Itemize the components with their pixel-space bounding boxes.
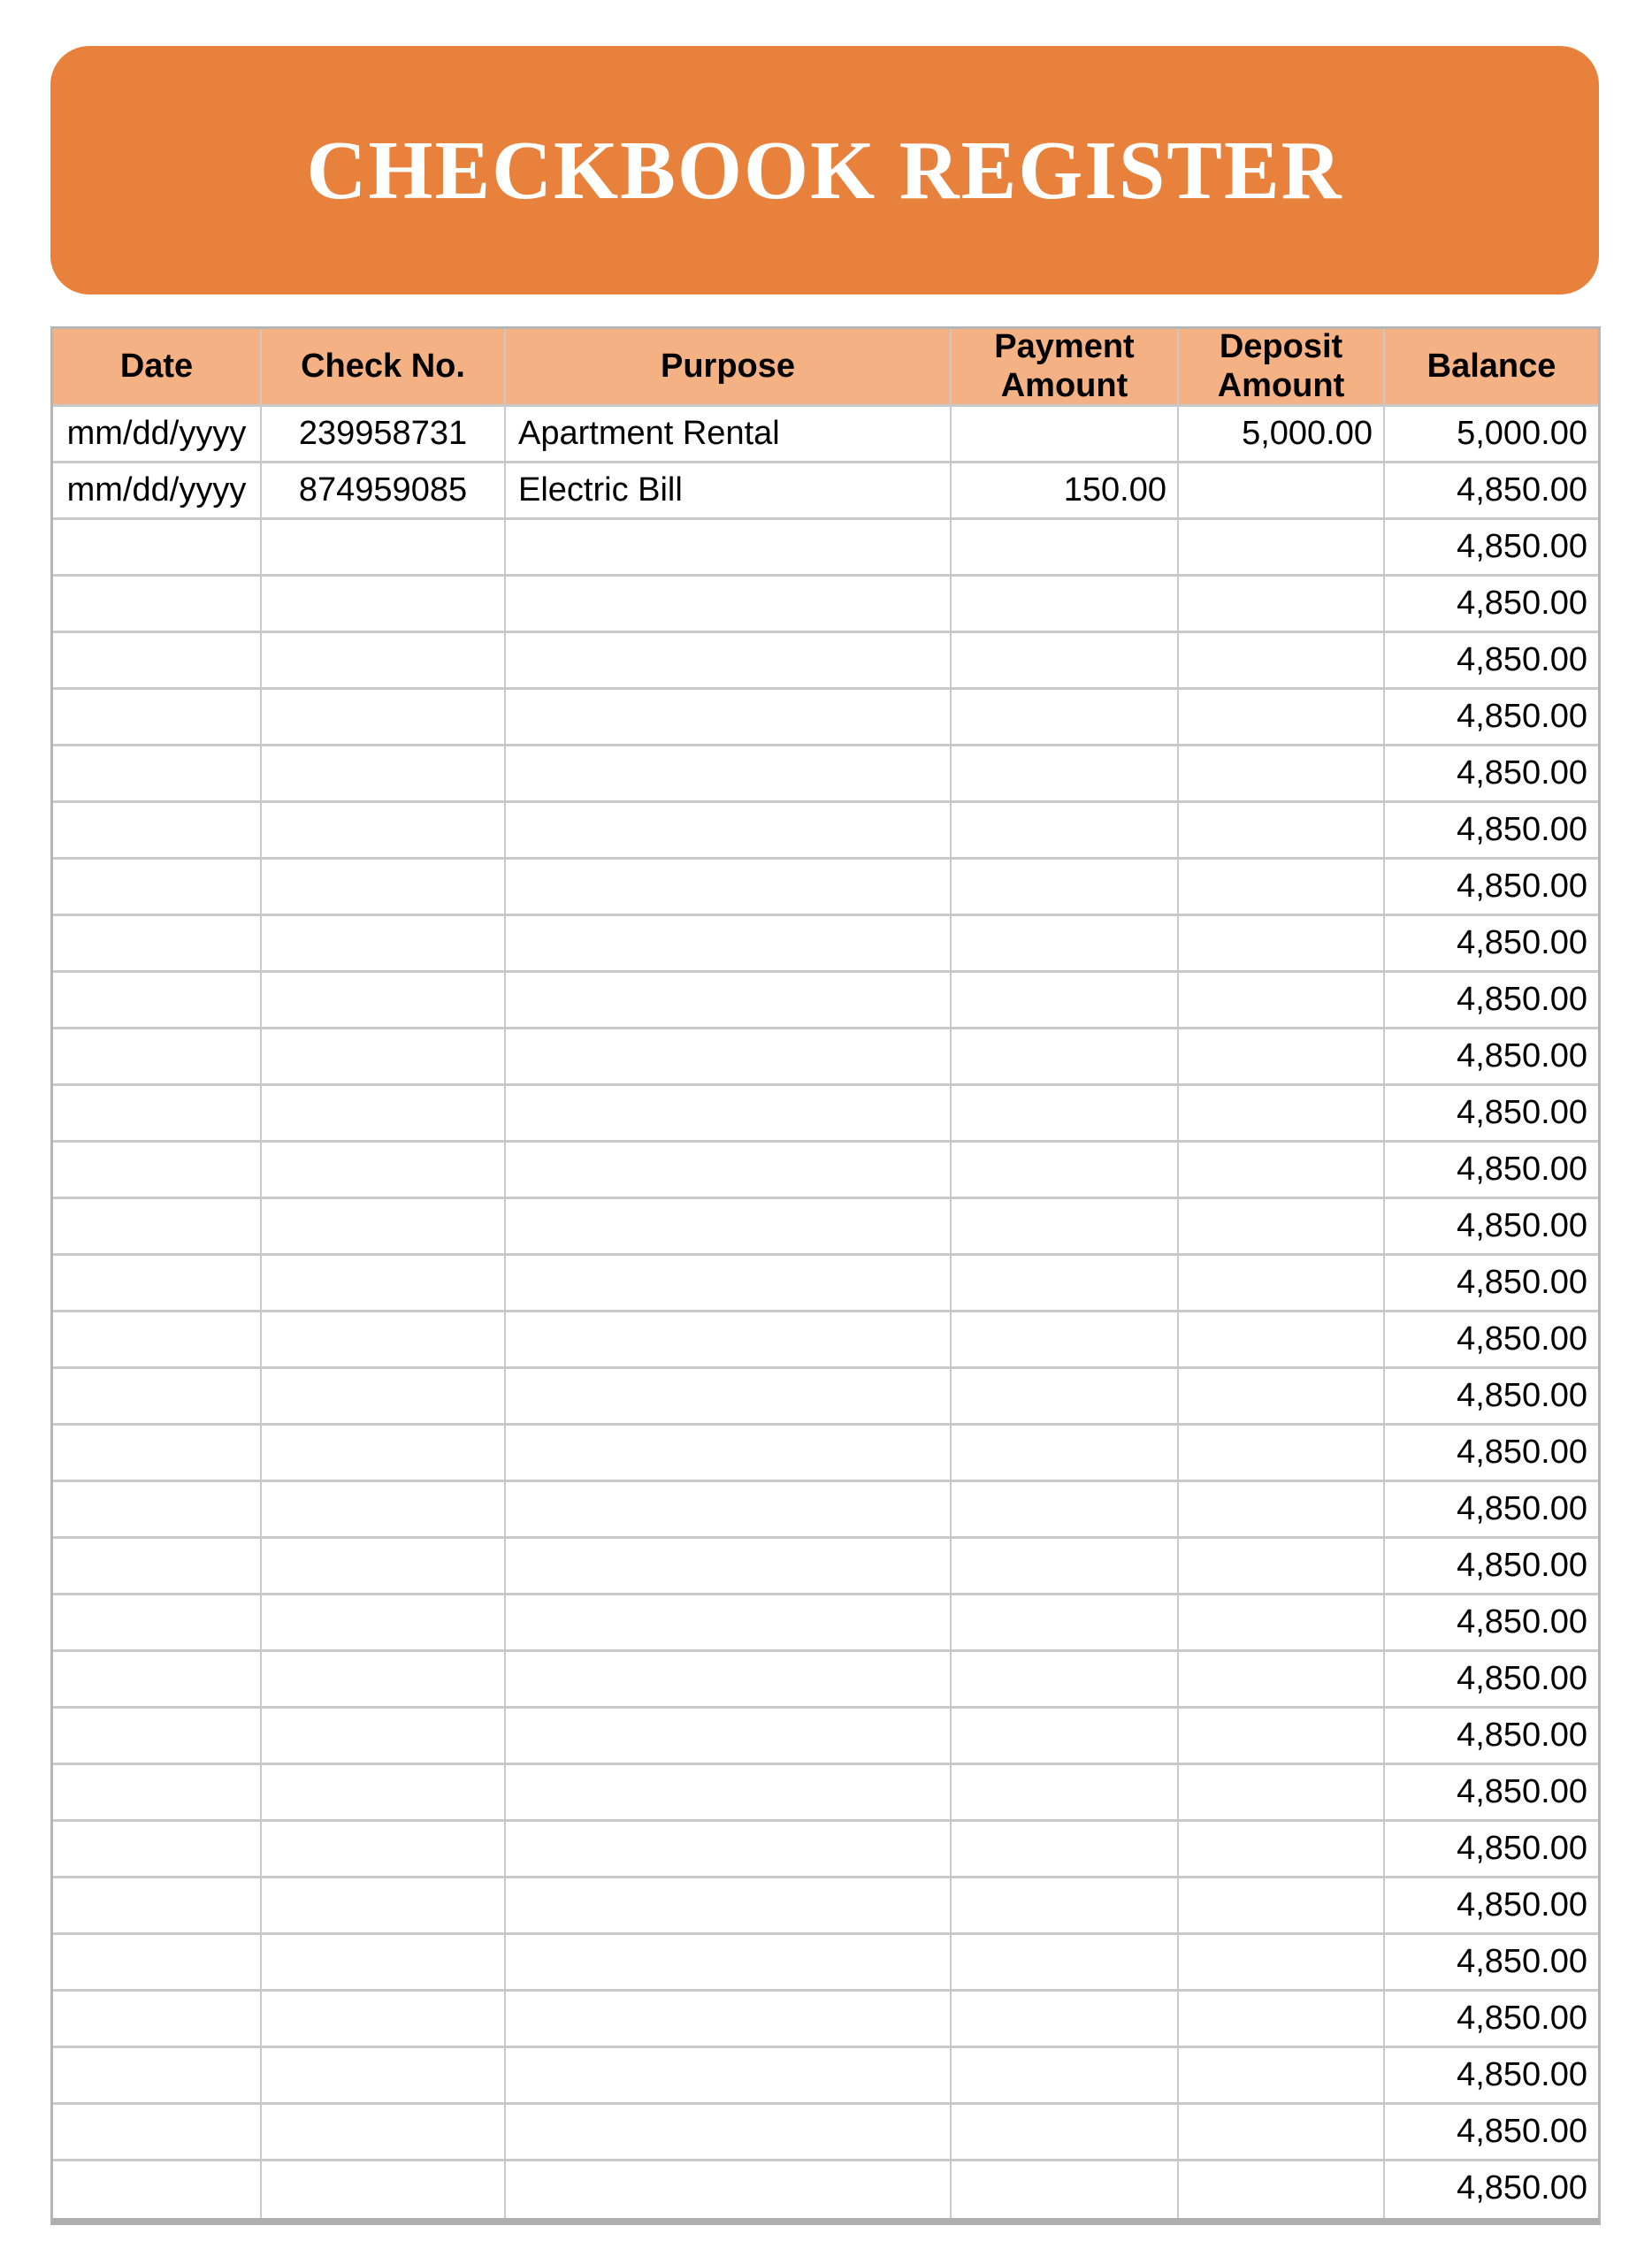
purpose-cell — [506, 1199, 952, 1256]
table-row — [53, 1652, 1598, 1709]
check-no-cell — [262, 520, 506, 577]
purpose-cell — [506, 1822, 952, 1878]
table-row — [53, 1426, 1598, 1482]
deposit-amount-cell — [1179, 520, 1385, 577]
balance-cell: 4,850.00 — [1385, 746, 1598, 803]
balance-cell: 4,850.00 — [1385, 690, 1598, 746]
check-no-cell — [262, 803, 506, 860]
deposit-amount-cell — [1179, 1935, 1385, 1992]
purpose-cell — [506, 1878, 952, 1935]
purpose-cell — [506, 1539, 952, 1595]
check-no-cell — [262, 1086, 506, 1143]
date-cell — [53, 1652, 262, 1709]
balance-cell: 4,850.00 — [1385, 1935, 1598, 1992]
deposit-amount-cell — [1179, 1822, 1385, 1878]
payment-amount-cell — [952, 1765, 1179, 1822]
deposit-amount-cell — [1179, 1482, 1385, 1539]
purpose-cell — [506, 2048, 952, 2105]
table-row — [53, 860, 1598, 916]
check-no-cell — [262, 1878, 506, 1935]
balance-cell: 4,850.00 — [1385, 1822, 1598, 1878]
balance-cell: 4,850.00 — [1385, 1369, 1598, 1426]
column-header-check-no: Check No. — [262, 329, 506, 407]
date-cell — [53, 1426, 262, 1482]
payment-amount-cell — [952, 1029, 1179, 1086]
purpose-cell — [506, 1426, 952, 1482]
balance-cell: 4,850.00 — [1385, 1143, 1598, 1199]
table-row — [53, 1029, 1598, 1086]
table-row — [53, 2161, 1598, 2218]
deposit-amount-cell: 5,000.00 — [1179, 407, 1385, 463]
balance-cell: 4,850.00 — [1385, 1765, 1598, 1822]
page-title: CHECKBOOK REGISTER — [306, 124, 1343, 217]
check-no-cell — [262, 1935, 506, 1992]
purpose-cell — [506, 577, 952, 633]
table-row — [53, 1539, 1598, 1595]
purpose-cell — [506, 690, 952, 746]
date-cell — [53, 1199, 262, 1256]
table-row — [53, 520, 1598, 577]
date-cell — [53, 1086, 262, 1143]
check-no-cell — [262, 577, 506, 633]
table-row — [53, 1143, 1598, 1199]
payment-amount-cell — [952, 1086, 1179, 1143]
table-row — [53, 916, 1598, 973]
date-cell — [53, 1765, 262, 1822]
payment-amount-cell — [952, 1539, 1179, 1595]
purpose-cell: Apartment Rental — [506, 407, 952, 463]
payment-amount-cell — [952, 577, 1179, 633]
balance-cell: 4,850.00 — [1385, 633, 1598, 690]
check-no-cell — [262, 1482, 506, 1539]
check-no-cell — [262, 973, 506, 1029]
deposit-amount-cell — [1179, 1312, 1385, 1369]
balance-cell: 4,850.00 — [1385, 1426, 1598, 1482]
balance-cell: 4,850.00 — [1385, 1878, 1598, 1935]
check-no-cell — [262, 1765, 506, 1822]
date-cell — [53, 1256, 262, 1312]
balance-cell: 4,850.00 — [1457, 2169, 1587, 2207]
payment-amount-cell — [952, 520, 1179, 577]
column-header-date: Date — [53, 329, 262, 407]
deposit-amount-cell — [1179, 577, 1385, 633]
table-row — [53, 1199, 1598, 1256]
table-row — [53, 577, 1598, 633]
balance-cell: 4,850.00 — [1385, 1992, 1598, 2048]
deposit-amount-cell — [1179, 2048, 1385, 2105]
check-no-cell — [262, 1822, 506, 1878]
check-no-cell — [262, 860, 506, 916]
deposit-amount-cell — [1179, 1426, 1385, 1482]
table-row — [53, 1595, 1598, 1652]
date-cell — [53, 1709, 262, 1765]
check-no-cell — [262, 746, 506, 803]
payment-amount-cell — [952, 1312, 1179, 1369]
payment-amount-cell — [952, 2161, 1179, 2218]
purpose-cell — [506, 633, 952, 690]
deposit-amount-cell — [1179, 1992, 1385, 2048]
table-row — [53, 1992, 1598, 2048]
balance-cell: 4,850.00 — [1385, 916, 1598, 973]
date-cell — [53, 860, 262, 916]
purpose-cell — [506, 916, 952, 973]
deposit-amount-cell — [1179, 973, 1385, 1029]
check-no-cell — [262, 690, 506, 746]
balance-cell: 4,850.00 — [1385, 463, 1598, 520]
purpose-cell — [506, 520, 952, 577]
balance-cell: 4,850.00 — [1385, 520, 1598, 577]
payment-amount-cell — [952, 2048, 1179, 2105]
payment-amount-cell — [952, 1709, 1179, 1765]
date-cell — [53, 1935, 262, 1992]
balance-cell: 4,850.00 — [1385, 1199, 1598, 1256]
purpose-cell — [506, 1765, 952, 1822]
balance-cell: 4,850.00 — [1385, 2048, 1598, 2105]
purpose-cell — [506, 860, 952, 916]
check-no-cell — [262, 633, 506, 690]
deposit-amount-cell — [1179, 746, 1385, 803]
table-row — [53, 1709, 1598, 1765]
column-header-balance: Balance — [1385, 329, 1598, 407]
purpose-cell — [506, 1256, 952, 1312]
payment-amount-cell — [952, 2105, 1179, 2161]
purpose-cell — [506, 1935, 952, 1992]
balance-cell: 4,850.00 — [1385, 1539, 1598, 1595]
table-row — [53, 746, 1598, 803]
balance-cell: 4,850.00 — [1385, 1029, 1598, 1086]
balance-cell: 4,850.00 — [1385, 1652, 1598, 1709]
date-cell — [53, 1539, 262, 1595]
balance-cell: 4,850.00 — [1385, 1086, 1598, 1143]
date-cell: mm/dd/yyyy — [53, 463, 262, 520]
check-no-cell — [262, 1256, 506, 1312]
deposit-amount-cell — [1179, 2105, 1385, 2161]
balance-cell: 4,850.00 — [1385, 1482, 1598, 1539]
check-no-cell — [262, 1426, 506, 1482]
check-no-cell — [262, 1369, 506, 1426]
purpose-cell — [506, 1992, 952, 2048]
purpose-cell — [506, 803, 952, 860]
check-no-cell — [262, 916, 506, 973]
deposit-amount-cell — [1179, 1086, 1385, 1143]
deposit-amount-cell — [1179, 916, 1385, 973]
check-no-cell — [262, 2105, 506, 2161]
purpose-cell — [506, 973, 952, 1029]
balance-cell: 4,850.00 — [1385, 1595, 1598, 1652]
check-no-cell — [262, 2048, 506, 2105]
balance-cell: 4,850.00 — [1385, 803, 1598, 860]
balance-cell: 4,850.00 — [1385, 973, 1598, 1029]
check-no-cell — [262, 1992, 506, 2048]
purpose-cell — [506, 1595, 952, 1652]
check-no-cell — [262, 1709, 506, 1765]
payment-amount-cell — [952, 1935, 1179, 1992]
balance-cell: 4,850.00 — [1385, 2105, 1598, 2161]
date-cell — [53, 633, 262, 690]
date-cell — [53, 577, 262, 633]
check-no-cell — [262, 1595, 506, 1652]
purpose-cell — [506, 1652, 952, 1709]
date-cell — [53, 690, 262, 746]
payment-amount-cell — [952, 746, 1179, 803]
date-cell — [53, 1029, 262, 1086]
payment-amount-cell — [952, 1426, 1179, 1482]
deposit-amount-cell — [1179, 1143, 1385, 1199]
date-cell — [53, 746, 262, 803]
table-body — [53, 407, 1598, 2218]
deposit-amount-cell — [1179, 690, 1385, 746]
table-header-row — [53, 329, 1598, 407]
deposit-amount-cell — [1179, 860, 1385, 916]
date-cell — [53, 2048, 262, 2105]
table-row — [53, 463, 1598, 520]
table-row — [53, 1765, 1598, 1822]
payment-amount-cell — [952, 973, 1179, 1029]
balance-cell: 4,850.00 — [1385, 1312, 1598, 1369]
payment-amount-cell — [952, 1652, 1179, 1709]
purpose-cell — [506, 1143, 952, 1199]
payment-amount-cell — [952, 860, 1179, 916]
table-row — [53, 407, 1598, 463]
purpose-cell — [506, 2105, 952, 2161]
balance-cell: 4,850.00 — [1385, 577, 1598, 633]
date-cell — [53, 1822, 262, 1878]
payment-amount-cell — [952, 1482, 1179, 1539]
purpose-cell — [506, 1312, 952, 1369]
deposit-amount-cell — [1179, 1709, 1385, 1765]
date-cell — [53, 1482, 262, 1539]
deposit-amount-cell — [1179, 1369, 1385, 1426]
payment-amount-cell — [952, 1992, 1179, 2048]
payment-amount-cell — [952, 1256, 1179, 1312]
deposit-amount-cell — [1179, 1029, 1385, 1086]
column-header-payment-amount: Payment Amount — [952, 329, 1179, 407]
deposit-amount-cell — [1179, 633, 1385, 690]
check-no-cell — [262, 1539, 506, 1595]
date-cell — [53, 1312, 262, 1369]
payment-amount-cell: 150.00 — [952, 463, 1179, 520]
purpose-cell: Electric Bill — [506, 463, 952, 520]
check-no-cell: 874959085 — [262, 463, 506, 520]
date-cell — [53, 1143, 262, 1199]
purpose-cell — [506, 746, 952, 803]
table-row — [53, 690, 1598, 746]
table-row — [53, 633, 1598, 690]
date-cell — [53, 2161, 262, 2218]
check-no-cell — [262, 1312, 506, 1369]
table-row — [53, 973, 1598, 1029]
table-row — [53, 1369, 1598, 1426]
payment-amount-cell — [952, 690, 1179, 746]
table-row — [53, 1482, 1598, 1539]
deposit-amount-cell — [1179, 1652, 1385, 1709]
balance-cell: 4,850.00 — [1385, 860, 1598, 916]
table-row — [53, 1256, 1598, 1312]
balance-cell: 5,000.00 — [1385, 407, 1598, 463]
check-no-cell — [262, 1652, 506, 1709]
purpose-cell — [506, 1709, 952, 1765]
payment-amount-cell — [952, 1878, 1179, 1935]
balance-cell: 4,850.00 — [1385, 1256, 1598, 1312]
balance-cell: 4,850.00 — [1385, 1709, 1598, 1765]
checkbook-register-table — [50, 326, 1601, 2225]
date-cell — [53, 916, 262, 973]
table-row — [53, 1086, 1598, 1143]
title-banner — [50, 46, 1599, 294]
purpose-cell — [506, 1029, 952, 1086]
check-no-cell — [262, 1029, 506, 1086]
date-cell — [53, 1369, 262, 1426]
table-row — [53, 1935, 1598, 1992]
purpose-cell — [506, 2161, 952, 2218]
deposit-amount-cell — [1179, 1199, 1385, 1256]
date-cell — [53, 1878, 262, 1935]
payment-amount-cell — [952, 1143, 1179, 1199]
payment-amount-cell — [952, 916, 1179, 973]
deposit-amount-cell — [1179, 463, 1385, 520]
deposit-amount-cell — [1179, 1256, 1385, 1312]
purpose-cell — [506, 1482, 952, 1539]
payment-amount-cell — [952, 803, 1179, 860]
check-no-cell: 239958731 — [262, 407, 506, 463]
payment-amount-cell — [952, 633, 1179, 690]
date-cell — [53, 803, 262, 860]
payment-amount-cell — [952, 1369, 1179, 1426]
deposit-amount-cell — [1179, 1878, 1385, 1935]
payment-amount-cell — [952, 407, 1179, 463]
table-row — [53, 2105, 1598, 2161]
table-row — [53, 803, 1598, 860]
deposit-amount-cell — [1179, 2161, 1385, 2218]
date-cell: mm/dd/yyyy — [53, 407, 262, 463]
deposit-amount-cell — [1179, 1539, 1385, 1595]
date-cell — [53, 1992, 262, 2048]
check-no-cell — [262, 1143, 506, 1199]
table-row — [53, 1312, 1598, 1369]
purpose-cell — [506, 1086, 952, 1143]
date-cell — [53, 1595, 262, 1652]
column-header-deposit-amount: Deposit Amount — [1179, 329, 1385, 407]
payment-amount-cell — [952, 1199, 1179, 1256]
check-no-cell — [262, 1199, 506, 1256]
purpose-cell — [506, 1369, 952, 1426]
payment-amount-cell — [952, 1822, 1179, 1878]
table-row — [53, 2048, 1598, 2105]
payment-amount-cell — [952, 1595, 1179, 1652]
date-cell — [53, 2105, 262, 2161]
date-cell — [53, 973, 262, 1029]
check-no-cell — [262, 2161, 506, 2218]
deposit-amount-cell — [1179, 1765, 1385, 1822]
deposit-amount-cell — [1179, 803, 1385, 860]
table-row — [53, 1878, 1598, 1935]
column-header-purpose: Purpose — [506, 329, 952, 407]
deposit-amount-cell — [1179, 1595, 1385, 1652]
table-row — [53, 1822, 1598, 1878]
date-cell — [53, 520, 262, 577]
